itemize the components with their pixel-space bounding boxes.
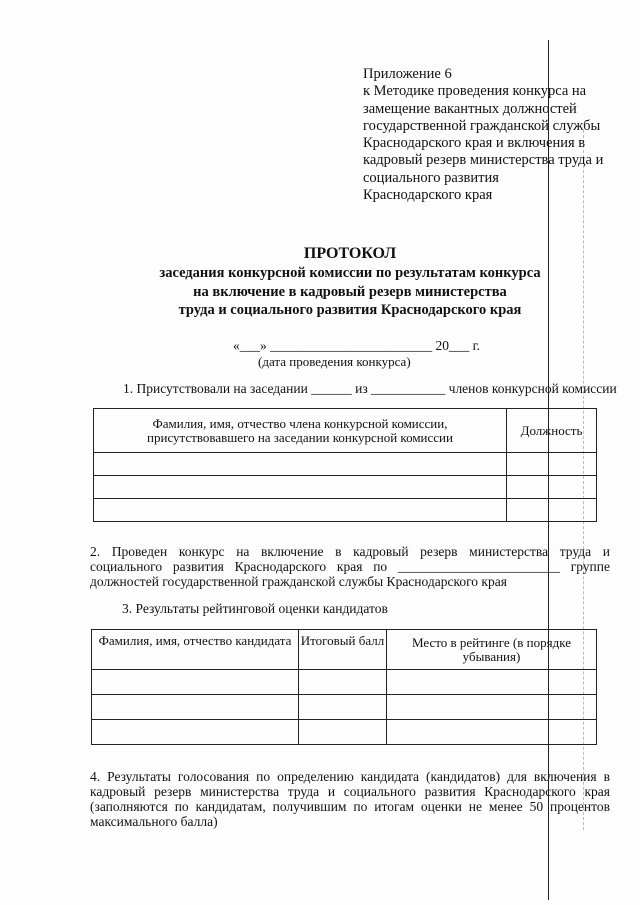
table-row [92, 670, 597, 695]
appendix-line: социального развития [363, 169, 499, 186]
table-row [94, 476, 597, 499]
appendix-note [363, 66, 603, 204]
header-cell-member-name: Фамилия, имя, отчество члена конкурсной комиссии, присутствовавшего на заседании конкурсной комиссии [94, 409, 507, 453]
table-cell[interactable] [387, 695, 597, 720]
header-cell-position: Должность [507, 409, 597, 453]
appendix-line: Краснодарского края [363, 187, 493, 204]
table-cell[interactable] [507, 499, 597, 522]
section-2-line-3: должностей государственной гражданской службы Краснодарского края [90, 574, 507, 589]
section-2-line-1: 2. Проведен конкурс на включение в кадровый резерв министерства труда и [90, 544, 610, 559]
section-4-line-2: кадровый резерв министерства труда и социального развития Краснодарского края [90, 784, 610, 799]
section-2-line-2: социального развития Краснодарского края по ________________________ группе [90, 559, 610, 574]
table-row [94, 453, 597, 476]
table-cell[interactable] [299, 720, 387, 745]
table-cell[interactable] [507, 476, 597, 499]
date-field: «___» ________________________ 20___ г. [233, 338, 481, 353]
header-cell-final-score: Итоговый балл [299, 630, 387, 670]
date-caption: (дата проведения конкурса) [258, 354, 411, 369]
header-cell-rating-place: Место в рейтинге (в порядке убывания) [387, 630, 597, 670]
appendix-line: кадровый резерв министерства труда и [363, 152, 604, 169]
table-row [92, 720, 597, 745]
table-cell[interactable] [94, 499, 507, 522]
appendix-line: государственной гражданской службы [363, 117, 601, 134]
section-4-line-4: максимального балла) [90, 814, 218, 829]
table-cell[interactable] [94, 476, 507, 499]
appendix-line: Приложение 6 [363, 66, 452, 82]
table-header-row [92, 630, 597, 670]
table-cell[interactable] [387, 720, 597, 745]
appendix-line: замещение вакантных должностей [363, 100, 577, 117]
table-header-row [94, 409, 597, 453]
table-cell[interactable] [92, 720, 299, 745]
section-1-text: 1. Присутствовали на заседании ______ из ___________ членов конкурсной комиссии [123, 381, 617, 396]
section-4-line-3: (заполняются по кандидатам, получившим по итогам оценки не менее 50 процентов [90, 799, 610, 814]
header-cell-candidate-name: Фамилия, имя, отчество кандидата [92, 630, 299, 670]
candidate-rating-table [91, 629, 597, 745]
table-cell[interactable] [387, 670, 597, 695]
appendix-line: Краснодарского края и включения в [363, 135, 586, 152]
table-cell[interactable] [94, 453, 507, 476]
title-sub-line: на включение в кадровый резерв министерства [193, 283, 507, 300]
table-cell[interactable] [507, 453, 597, 476]
table-cell[interactable] [92, 670, 299, 695]
section-3-text: 3. Результаты рейтинговой оценки кандидатов [122, 601, 388, 616]
table-row [92, 695, 597, 720]
table-cell[interactable] [299, 695, 387, 720]
title-sub-line: заседания конкурсной комиссии по результатам конкурса [159, 265, 541, 281]
table-cell[interactable] [299, 670, 387, 695]
document-title [90, 244, 610, 320]
title-main: ПРОТОКОЛ [303, 245, 397, 262]
table-cell[interactable] [92, 695, 299, 720]
appendix-line: к Методике проведения конкурса на [363, 83, 587, 100]
table-row [94, 499, 597, 522]
section-4-line-1: 4. Результаты голосования по определению кандидата (кандидатов) для включения в [90, 769, 610, 784]
title-sub-line: труда и социального развития Краснодарского края [178, 302, 522, 318]
commission-members-table [93, 408, 597, 522]
